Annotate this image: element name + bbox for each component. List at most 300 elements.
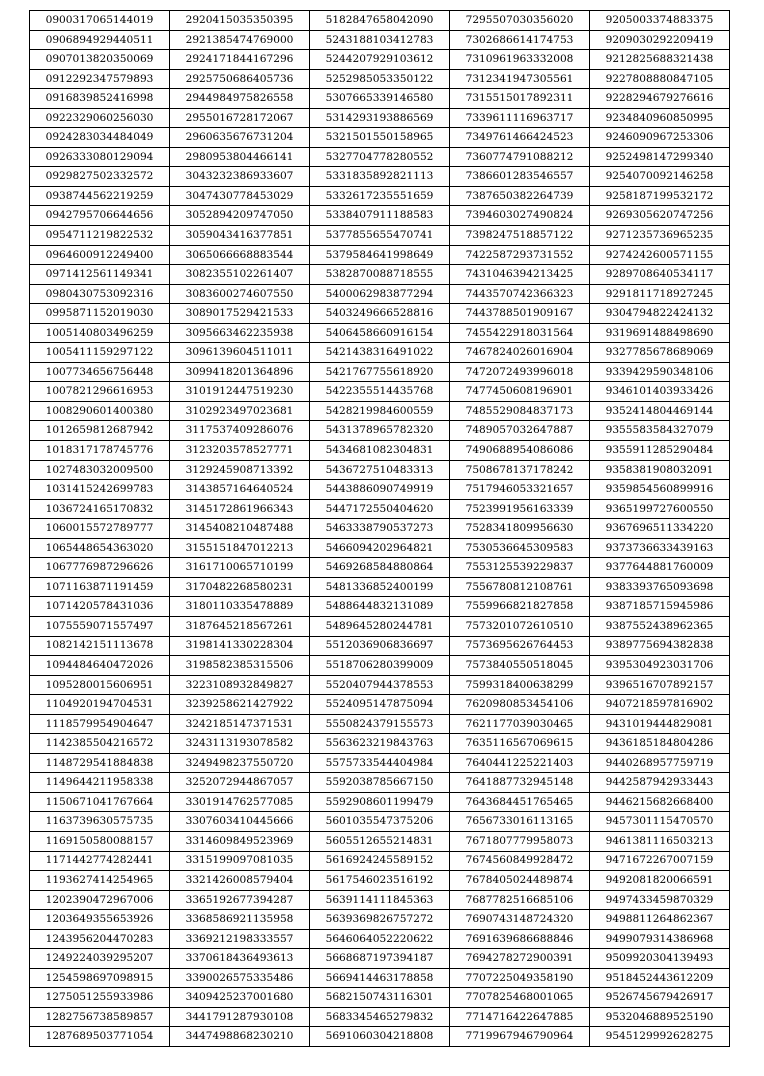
table-row <box>30 89 730 109</box>
table-cell: 0926333080129094 <box>30 147 170 167</box>
table-cell: 7339611116963717 <box>450 108 590 128</box>
table-cell: 5691060304218808 <box>310 1027 450 1047</box>
table-cell: 3099418201364896 <box>170 362 310 382</box>
table-cell: 1254598697098915 <box>30 968 170 988</box>
table-cell: 5382870088718555 <box>310 265 450 285</box>
table-cell: 1193627414254965 <box>30 871 170 891</box>
table-cell: 5421438316491022 <box>310 343 450 363</box>
table-cell: 5327704778280552 <box>310 147 450 167</box>
table-row <box>30 831 730 851</box>
table-cell: 3096139604511011 <box>170 343 310 363</box>
table-cell: 9373736633439163 <box>590 538 730 558</box>
table-cell: 9389775694382838 <box>590 636 730 656</box>
table-cell: 3249498237550720 <box>170 753 310 773</box>
table-cell: 5443886090749919 <box>310 480 450 500</box>
table-cell: 1163739630575735 <box>30 812 170 832</box>
table-cell: 0971412561149341 <box>30 265 170 285</box>
table-cell: 9339429590348106 <box>590 362 730 382</box>
table-cell: 7719967946790964 <box>450 1027 590 1047</box>
table-row <box>30 949 730 969</box>
table-cell: 7472072493996018 <box>450 362 590 382</box>
table-cell: 3447498868230210 <box>170 1027 310 1047</box>
table-row <box>30 343 730 363</box>
table-row <box>30 968 730 988</box>
table-cell: 5244207929103612 <box>310 50 450 70</box>
table-cell: 9545129992628275 <box>590 1027 730 1047</box>
table-cell: 7656733016113165 <box>450 812 590 832</box>
table-cell: 9271235736965235 <box>590 226 730 246</box>
table-row <box>30 30 730 50</box>
table-cell: 0938744562219259 <box>30 186 170 206</box>
table-cell: 7422587293731552 <box>450 245 590 265</box>
table-row <box>30 206 730 226</box>
table-cell: 5431378965782320 <box>310 421 450 441</box>
table-cell: 3170482268580231 <box>170 577 310 597</box>
table-row <box>30 421 730 441</box>
table-cell: 1036724165170832 <box>30 499 170 519</box>
table-cell: 5321501550158965 <box>310 128 450 148</box>
table-cell: 7489057032647887 <box>450 421 590 441</box>
table-cell: 3368586921135958 <box>170 910 310 930</box>
table-cell: 5252985053350122 <box>310 69 450 89</box>
table-row <box>30 226 730 246</box>
table-cell: 5307665339146580 <box>310 89 450 109</box>
table-row <box>30 128 730 148</box>
table-cell: 9377644881760009 <box>590 558 730 578</box>
table-cell: 5601035547375206 <box>310 812 450 832</box>
table-cell: 0995871152019030 <box>30 304 170 324</box>
table-cell: 3065066668883544 <box>170 245 310 265</box>
table-cell: 2920415035350395 <box>170 11 310 31</box>
table-cell: 7640441225221403 <box>450 753 590 773</box>
table-row <box>30 245 730 265</box>
table-cell: 5563623219843763 <box>310 734 450 754</box>
table-row <box>30 499 730 519</box>
table-cell: 7707825468001065 <box>450 988 590 1008</box>
table-cell: 1005140803496259 <box>30 323 170 343</box>
table-cell: 5406458660916154 <box>310 323 450 343</box>
table-cell: 7694278272900391 <box>450 949 590 969</box>
table-row <box>30 910 730 930</box>
table-cell: 9498811264862367 <box>590 910 730 930</box>
table-cell: 3123203578527771 <box>170 441 310 461</box>
table-cell: 5403249666528816 <box>310 304 450 324</box>
table-cell: 9304794822424132 <box>590 304 730 324</box>
table-cell: 5575733544404984 <box>310 753 450 773</box>
table-cell: 5488644832131089 <box>310 597 450 617</box>
table-cell: 1018317178745776 <box>30 441 170 461</box>
table-cell: 5428219984600559 <box>310 401 450 421</box>
table-row <box>30 108 730 128</box>
table-row <box>30 147 730 167</box>
table-row <box>30 1027 730 1047</box>
table-cell: 7528341809956630 <box>450 519 590 539</box>
table-cell: 7674560849928472 <box>450 851 590 871</box>
table-cell: 5243188103412783 <box>310 30 450 50</box>
table-cell: 9359854560899916 <box>590 480 730 500</box>
table-cell: 9327785678689069 <box>590 343 730 363</box>
table-cell: 9436185184804286 <box>590 734 730 754</box>
table-cell: 5592908601199479 <box>310 792 450 812</box>
table-cell: 5469268584880864 <box>310 558 450 578</box>
table-cell: 1150671041767664 <box>30 792 170 812</box>
table-row <box>30 382 730 402</box>
table-row <box>30 812 730 832</box>
table-row <box>30 480 730 500</box>
table-cell: 1060015572789777 <box>30 519 170 539</box>
table-row <box>30 714 730 734</box>
table-cell: 0954711219822532 <box>30 226 170 246</box>
table-cell: 9358381908032091 <box>590 460 730 480</box>
table-cell: 0922329060256030 <box>30 108 170 128</box>
table-cell: 1142385504216572 <box>30 734 170 754</box>
table-cell: 0916839852416998 <box>30 89 170 109</box>
table-cell: 5520407944378553 <box>310 675 450 695</box>
table-cell: 2921385474769000 <box>170 30 310 50</box>
table-cell: 5524095147875094 <box>310 695 450 715</box>
table-cell: 0906894929440511 <box>30 30 170 50</box>
table-cell: 5605512655214831 <box>310 831 450 851</box>
table-cell: 1275051255933986 <box>30 988 170 1008</box>
number-table <box>29 10 730 1047</box>
table-cell: 3145408210487488 <box>170 519 310 539</box>
table-row <box>30 460 730 480</box>
table-cell: 9492081820066591 <box>590 871 730 891</box>
table-cell: 9269305620747256 <box>590 206 730 226</box>
table-cell: 1148729541884838 <box>30 753 170 773</box>
table-cell: 1012659812687942 <box>30 421 170 441</box>
table-cell: 7394603027490824 <box>450 206 590 226</box>
table-cell: 7635116567069615 <box>450 734 590 754</box>
table-cell: 9532046889525190 <box>590 1007 730 1027</box>
table-cell: 3301914762577085 <box>170 792 310 812</box>
table-cell: 9407218597816902 <box>590 695 730 715</box>
table-cell: 9509920304139493 <box>590 949 730 969</box>
table-cell: 7517946053321657 <box>450 480 590 500</box>
table-cell: 7671807779958073 <box>450 831 590 851</box>
table-cell: 1007734656756448 <box>30 362 170 382</box>
table-cell: 7573201072610510 <box>450 616 590 636</box>
table-row <box>30 890 730 910</box>
table-row <box>30 851 730 871</box>
table-cell: 7387650382264739 <box>450 186 590 206</box>
table-cell: 3321426008579404 <box>170 871 310 891</box>
table-row <box>30 265 730 285</box>
table-cell: 5512036906836697 <box>310 636 450 656</box>
table-row <box>30 675 730 695</box>
table-cell: 1095280015606951 <box>30 675 170 695</box>
table-cell: 1007821296616953 <box>30 382 170 402</box>
table-cell: 1067776987296626 <box>30 558 170 578</box>
table-cell: 1243956204470283 <box>30 929 170 949</box>
table-cell: 3089017529421533 <box>170 304 310 324</box>
table-cell: 9367696511334220 <box>590 519 730 539</box>
table-row <box>30 167 730 187</box>
table-cell: 9365199727600550 <box>590 499 730 519</box>
table-row <box>30 304 730 324</box>
table-cell: 5669414463178858 <box>310 968 450 988</box>
table-row <box>30 988 730 1008</box>
table-cell: 1282756738589857 <box>30 1007 170 1027</box>
table-cell: 9289708640534117 <box>590 265 730 285</box>
table-cell: 9461381116503213 <box>590 831 730 851</box>
table-cell: 9246090967253306 <box>590 128 730 148</box>
table-cell: 0980430753092316 <box>30 284 170 304</box>
table-cell: 7707225049358190 <box>450 968 590 988</box>
table-cell: 2924171844167296 <box>170 50 310 70</box>
table-row <box>30 69 730 89</box>
table-cell: 9291811718927245 <box>590 284 730 304</box>
table-cell: 3370618436493613 <box>170 949 310 969</box>
table-cell: 9205003374883375 <box>590 11 730 31</box>
table-cell: 1031415242699783 <box>30 480 170 500</box>
table-cell: 1065448654363020 <box>30 538 170 558</box>
table-cell: 5463338790537273 <box>310 519 450 539</box>
table-cell: 9258187199532172 <box>590 186 730 206</box>
table-cell: 5518706280399009 <box>310 656 450 676</box>
table-cell: 3155151847012213 <box>170 538 310 558</box>
table-cell: 5400062983877294 <box>310 284 450 304</box>
table-cell: 5338407911188583 <box>310 206 450 226</box>
table-cell: 5466094202964821 <box>310 538 450 558</box>
table-cell: 7302686614174753 <box>450 30 590 50</box>
table-cell: 5377855655470741 <box>310 226 450 246</box>
table-cell: 9234840960850995 <box>590 108 730 128</box>
table-cell: 5592038785667150 <box>310 773 450 793</box>
table-cell: 3161710065710199 <box>170 558 310 578</box>
table-cell: 3043232386933607 <box>170 167 310 187</box>
table-cell: 3198141330228304 <box>170 636 310 656</box>
table-cell: 7455422918031564 <box>450 323 590 343</box>
table-cell: 7530536645309583 <box>450 538 590 558</box>
table-cell: 3129245908713392 <box>170 460 310 480</box>
table-row <box>30 519 730 539</box>
table-cell: 7431046394213425 <box>450 265 590 285</box>
table-cell: 9446215682668400 <box>590 792 730 812</box>
table-cell: 9497433459870329 <box>590 890 730 910</box>
table-row <box>30 773 730 793</box>
table-cell: 3145172861966343 <box>170 499 310 519</box>
table-cell: 5314293193886569 <box>310 108 450 128</box>
table-row <box>30 50 730 70</box>
table-row <box>30 577 730 597</box>
table-cell: 9440268957759719 <box>590 753 730 773</box>
table-cell: 3047430778453029 <box>170 186 310 206</box>
table-cell: 5550824379155573 <box>310 714 450 734</box>
table-row <box>30 323 730 343</box>
table-cell: 7315515017892311 <box>450 89 590 109</box>
table-cell: 1287689503771054 <box>30 1027 170 1047</box>
table-cell: 1005411159297122 <box>30 343 170 363</box>
table-cell: 9442587942933443 <box>590 773 730 793</box>
table-cell: 9355583584327079 <box>590 421 730 441</box>
table-cell: 7621177039030465 <box>450 714 590 734</box>
table-cell: 5646064052220622 <box>310 929 450 949</box>
table-cell: 5489645280244781 <box>310 616 450 636</box>
table-cell: 3243113193078582 <box>170 734 310 754</box>
table-cell: 5616924245589152 <box>310 851 450 871</box>
table-cell: 1075559071557497 <box>30 616 170 636</box>
table-cell: 2960635676731204 <box>170 128 310 148</box>
table-cell: 7599318400638299 <box>450 675 590 695</box>
table-cell: 9355911285290484 <box>590 441 730 461</box>
table-cell: 9346101403933426 <box>590 382 730 402</box>
table-cell: 5421767755618920 <box>310 362 450 382</box>
table-cell: 7467824026016904 <box>450 343 590 363</box>
table-cell: 9209030292209419 <box>590 30 730 50</box>
table-cell: 7485529084837173 <box>450 401 590 421</box>
table-cell: 5422355514435768 <box>310 382 450 402</box>
table-cell: 9396516707892157 <box>590 675 730 695</box>
table-cell: 5682150743116301 <box>310 988 450 1008</box>
table-cell: 5639114111845363 <box>310 890 450 910</box>
table-cell: 7490688954086086 <box>450 441 590 461</box>
table-cell: 5668687197394187 <box>310 949 450 969</box>
table-cell: 7556780812108761 <box>450 577 590 597</box>
table-cell: 7714716422647885 <box>450 1007 590 1027</box>
table-cell: 2980953804466141 <box>170 147 310 167</box>
table-cell: 7360774791088212 <box>450 147 590 167</box>
table-cell: 7386601283546557 <box>450 167 590 187</box>
table-cell: 1008290601400380 <box>30 401 170 421</box>
table-cell: 1169150580088157 <box>30 831 170 851</box>
table-cell: 3409425237001680 <box>170 988 310 1008</box>
table-row <box>30 1007 730 1027</box>
table-cell: 0900317065144019 <box>30 11 170 31</box>
table-cell: 9499079314386968 <box>590 929 730 949</box>
table-cell: 9383393765093698 <box>590 577 730 597</box>
table-cell: 7398247518857122 <box>450 226 590 246</box>
table-cell: 9352414804469144 <box>590 401 730 421</box>
table-cell: 5617546023516192 <box>310 871 450 891</box>
table-row <box>30 362 730 382</box>
table-cell: 2925750686405736 <box>170 69 310 89</box>
table-cell: 7573695626764453 <box>450 636 590 656</box>
table-cell: 3198582385315506 <box>170 656 310 676</box>
table-cell: 2944984975826558 <box>170 89 310 109</box>
table-row <box>30 284 730 304</box>
table-cell: 3441791287930108 <box>170 1007 310 1027</box>
table-cell: 3223108932849827 <box>170 675 310 695</box>
table-cell: 3390026575335486 <box>170 968 310 988</box>
table-cell: 1203649355653926 <box>30 910 170 930</box>
number-table-body <box>30 11 730 1047</box>
table-cell: 7641887732945148 <box>450 773 590 793</box>
table-cell: 3365192677394287 <box>170 890 310 910</box>
table-row <box>30 656 730 676</box>
table-cell: 0942795706644656 <box>30 206 170 226</box>
table-cell: 5434681082304831 <box>310 441 450 461</box>
table-cell: 9319691488498690 <box>590 323 730 343</box>
table-row <box>30 616 730 636</box>
table-cell: 7295507030356020 <box>450 11 590 31</box>
table-cell: 7312341947305561 <box>450 69 590 89</box>
table-cell: 3369212198333557 <box>170 929 310 949</box>
table-cell: 5639369826757272 <box>310 910 450 930</box>
table-row <box>30 186 730 206</box>
table-cell: 1104920194704531 <box>30 695 170 715</box>
table-cell: 1071420578431036 <box>30 597 170 617</box>
table-cell: 1171442774282441 <box>30 851 170 871</box>
table-cell: 7508678137178242 <box>450 460 590 480</box>
table-row <box>30 11 730 31</box>
table-cell: 7620980853454106 <box>450 695 590 715</box>
table-cell: 9457301115470570 <box>590 812 730 832</box>
table-cell: 7559966821827858 <box>450 597 590 617</box>
table-cell: 3239258621427922 <box>170 695 310 715</box>
table-row <box>30 695 730 715</box>
table-cell: 7678405024489874 <box>450 871 590 891</box>
table-cell: 7691639686688846 <box>450 929 590 949</box>
table-cell: 3101912447519230 <box>170 382 310 402</box>
table-cell: 3052894209747050 <box>170 206 310 226</box>
table-row <box>30 753 730 773</box>
table-cell: 3242185147371531 <box>170 714 310 734</box>
table-cell: 9518452443612209 <box>590 968 730 988</box>
table-cell: 7477450608196901 <box>450 382 590 402</box>
table-cell: 9252498147299340 <box>590 147 730 167</box>
table-row <box>30 441 730 461</box>
table-cell: 3187645218567261 <box>170 616 310 636</box>
table-cell: 5331835892821113 <box>310 167 450 187</box>
table-cell: 0907013820350069 <box>30 50 170 70</box>
table-cell: 0924283034484049 <box>30 128 170 148</box>
table-cell: 3082355102261407 <box>170 265 310 285</box>
table-cell: 3059043416377851 <box>170 226 310 246</box>
table-cell: 3252072944867057 <box>170 773 310 793</box>
table-cell: 9254070092146258 <box>590 167 730 187</box>
table-cell: 1149644211958338 <box>30 773 170 793</box>
table-cell: 3180110335478889 <box>170 597 310 617</box>
table-cell: 9274242600571155 <box>590 245 730 265</box>
table-cell: 0929827502332572 <box>30 167 170 187</box>
table-cell: 7690743148724320 <box>450 910 590 930</box>
table-cell: 1118579954904647 <box>30 714 170 734</box>
table-cell: 3117537409286076 <box>170 421 310 441</box>
table-cell: 9387552438962365 <box>590 616 730 636</box>
table-cell: 7687782516685106 <box>450 890 590 910</box>
table-cell: 7443788501909167 <box>450 304 590 324</box>
table-row <box>30 558 730 578</box>
table-cell: 5182847658042090 <box>310 11 450 31</box>
table-cell: 5436727510483313 <box>310 460 450 480</box>
table-cell: 9228294679276616 <box>590 89 730 109</box>
table-cell: 1094484640472026 <box>30 656 170 676</box>
table-row <box>30 734 730 754</box>
table-cell: 9227808880847105 <box>590 69 730 89</box>
table-cell: 3314609849523969 <box>170 831 310 851</box>
table-cell: 7573840550518045 <box>450 656 590 676</box>
table-cell: 0912292347579893 <box>30 69 170 89</box>
table-cell: 3143857164640524 <box>170 480 310 500</box>
table-cell: 7643684451765465 <box>450 792 590 812</box>
table-cell: 9431019444829081 <box>590 714 730 734</box>
table-cell: 7443570742366323 <box>450 284 590 304</box>
table-cell: 2955016728172067 <box>170 108 310 128</box>
table-cell: 3095663462235938 <box>170 323 310 343</box>
table-cell: 7349761466424523 <box>450 128 590 148</box>
table-cell: 9212825688321438 <box>590 50 730 70</box>
table-cell: 5447172550404620 <box>310 499 450 519</box>
table-row <box>30 929 730 949</box>
table-cell: 1202390472967006 <box>30 890 170 910</box>
table-cell: 3102923497023681 <box>170 401 310 421</box>
table-row <box>30 871 730 891</box>
table-row <box>30 401 730 421</box>
table-row <box>30 636 730 656</box>
table-cell: 7523991956163339 <box>450 499 590 519</box>
table-cell: 0964600912249400 <box>30 245 170 265</box>
